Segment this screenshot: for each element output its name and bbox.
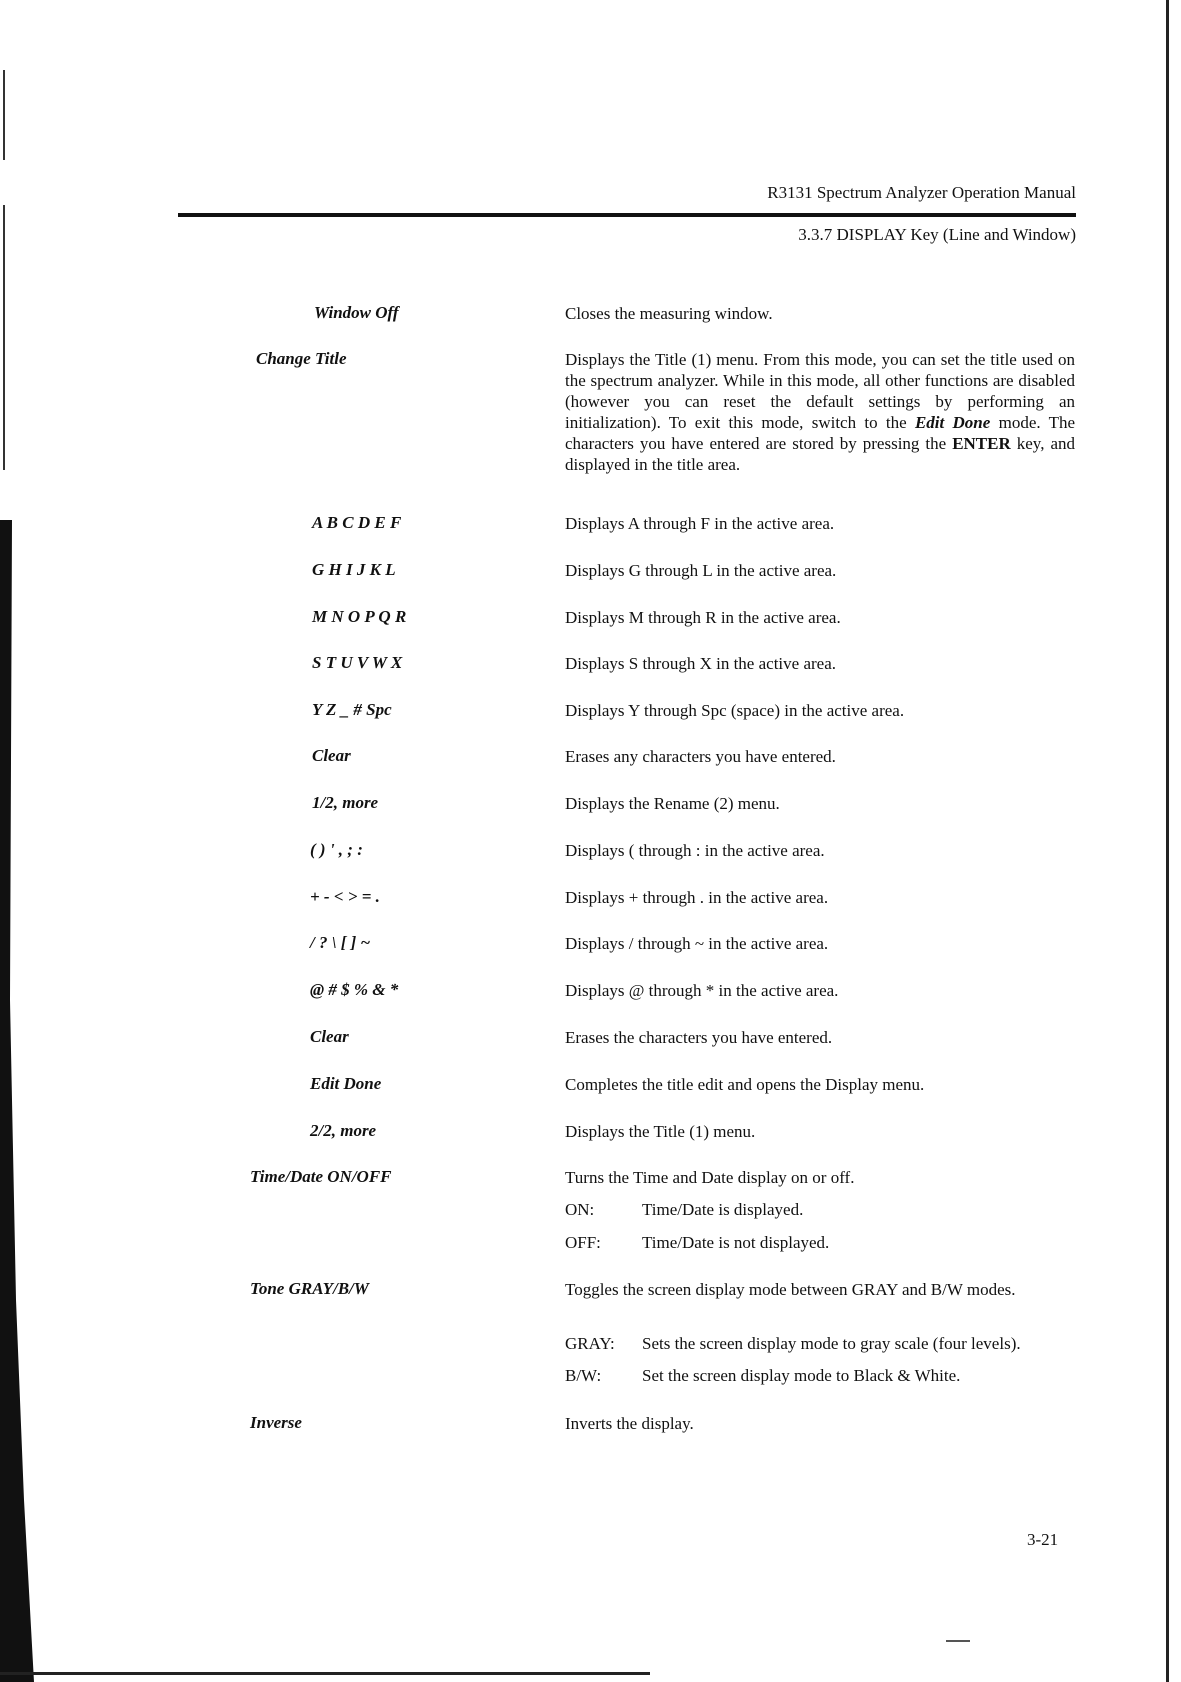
softkey-label: 2/2, more	[310, 1121, 377, 1140]
option-label: GRAY:	[565, 1334, 615, 1353]
softkey-description: Completes the title edit and opens the Display menu.	[565, 1075, 925, 1094]
bottom-page-edge	[0, 1672, 650, 1675]
softkey-description	[565, 349, 1075, 475]
softkey-label: Edit Done	[310, 1074, 382, 1093]
option-row	[565, 1233, 829, 1253]
softkey-description: Displays M through R in the active area.	[565, 608, 841, 627]
softkey-label: Clear	[312, 746, 351, 765]
emphasized-key-name: ENTER	[952, 434, 1011, 453]
page-number: 3-21	[1027, 1530, 1059, 1549]
option-text: Sets the screen display mode to gray scale (four levels).	[642, 1334, 1021, 1353]
softkey-label: + - < > = .	[310, 887, 380, 906]
option-text: Set the screen display mode to Black & White.	[642, 1366, 961, 1385]
option-label: OFF:	[565, 1233, 601, 1252]
option-row	[565, 1200, 803, 1220]
softkey-label: Time/Date ON/OFF	[250, 1167, 392, 1186]
softkey-description: Inverts the display.	[565, 1414, 694, 1433]
softkey-label: Tone GRAY/B/W	[250, 1279, 369, 1298]
option-label: B/W:	[565, 1366, 602, 1385]
softkey-label: A B C D E F	[312, 513, 402, 532]
softkey-label: G H I J K L	[312, 560, 396, 579]
binding-edge-shadow	[0, 0, 34, 1682]
softkey-description: Displays / through ~ in the active area.	[565, 934, 829, 953]
option-row	[565, 1334, 1021, 1354]
softkey-label: Change Title	[256, 349, 347, 368]
option-text: Time/Date is not displayed.	[642, 1233, 830, 1252]
softkey-description: Turns the Time and Date display on or off.	[565, 1168, 855, 1187]
softkey-description: Displays the Rename (2) menu.	[565, 794, 780, 813]
scan-mark	[946, 1640, 970, 1642]
softkey-description: Displays ( through : in the active area.	[565, 841, 825, 860]
option-text: Time/Date is displayed.	[642, 1200, 804, 1219]
right-page-edge	[1166, 0, 1169, 1682]
softkey-label: Window Off	[314, 303, 399, 322]
description-text: key, and displayed in the title area.	[565, 434, 1075, 474]
description-text: mode. The characters you have entered are stored by pressing the	[565, 413, 1076, 453]
softkey-description: Displays the Title (1) menu.	[565, 1122, 756, 1141]
section-heading: 3.3.7 DISPLAY Key (Line and Window)	[798, 225, 1076, 244]
softkey-label: @ # $ % & *	[310, 980, 399, 999]
softkey-label: / ? \ [ ] ~	[310, 933, 371, 952]
softkey-description: Displays + through . in the active area.	[565, 888, 829, 907]
softkey-label: Y Z _ # Spc	[312, 700, 392, 719]
softkey-label: M N O P Q R	[312, 607, 407, 626]
option-row	[565, 1366, 960, 1386]
option-label: ON:	[565, 1200, 595, 1219]
softkey-label: S T U V W X	[312, 653, 403, 672]
softkey-label: Clear	[310, 1027, 349, 1046]
softkey-label: 1/2, more	[312, 793, 379, 812]
softkey-description: Displays @ through * in the active area.	[565, 981, 839, 1000]
softkey-description: Displays Y through Spc (space) in the active area.	[565, 701, 905, 720]
softkey-description: Toggles the screen display mode between GRAY and B/W modes.	[565, 1280, 1016, 1299]
manual-title: R3131 Spectrum Analyzer Operation Manual	[767, 183, 1076, 202]
softkey-description: Displays A through F in the active area.	[565, 514, 835, 533]
softkey-description: Erases any characters you have entered.	[565, 747, 836, 766]
softkey-label: ( ) ' , ; :	[310, 840, 363, 859]
softkey-description: Displays S through X in the active area.	[565, 654, 836, 673]
description-text: Displays the Title (1) menu. From this mode, you can set the title used on the spectrum analyzer. While in this mode, all other functions are disabled (however you can reset the default settings by performing an initialization). To exit this mode, switch to the	[565, 350, 1075, 432]
softkey-label: Inverse	[250, 1413, 302, 1432]
softkey-description: Erases the characters you have entered.	[565, 1028, 833, 1047]
softkey-description: Closes the measuring window.	[565, 304, 773, 323]
header-rule	[178, 213, 1076, 217]
softkey-description: Displays G through L in the active area.	[565, 561, 837, 580]
emphasized-mode-name: Edit Done	[914, 413, 991, 432]
